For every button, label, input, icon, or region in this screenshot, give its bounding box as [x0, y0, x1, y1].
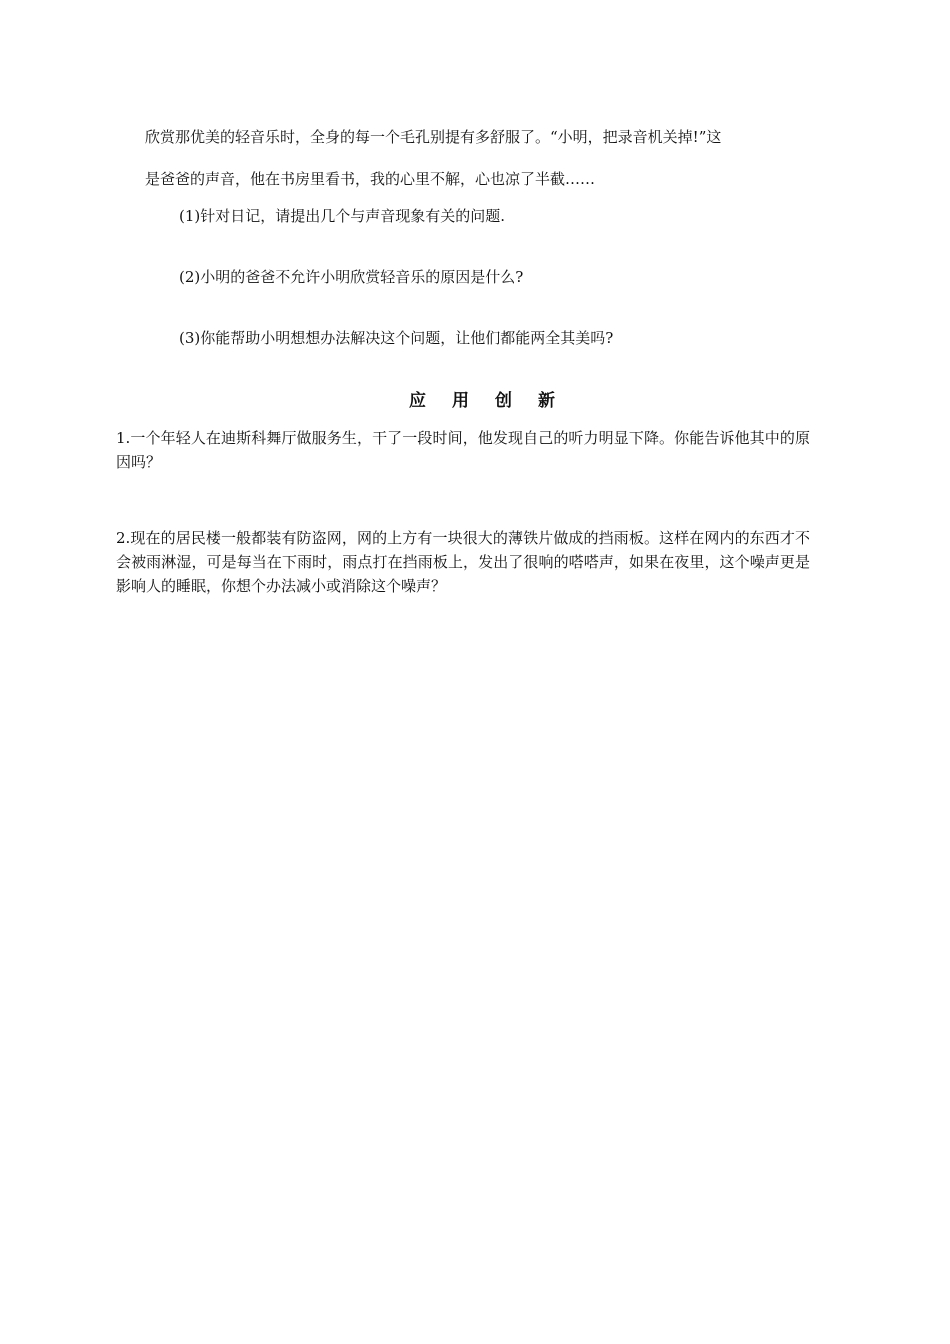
- section-title: 应用创新: [409, 391, 581, 411]
- problem-1: 1.一个年轻人在迪斯科舞厅做服务生，干了一段时间，他发现自己的听力明显下降。你能告诉他其中的原因吗？: [116, 429, 810, 471]
- story-text-line-2: 是爸爸的声音，他在书房里看书，我的心里不解，心也凉了半截……: [145, 170, 596, 188]
- story-text-line-1: 欣赏那优美的轻音乐时，全身的每一个毛孔别提有多舒服了。“小明，把录音机关掉!”这: [145, 128, 722, 146]
- problem-2: 2.现在的居民楼一般都装有防盗网，网的上方有一块很大的薄铁片做成的挡雨板。这样在网内的东西才不会被雨淋湿，可是每当在下雨时，雨点打在挡雨板上，发出了很响的嗒嗒声，如果在夜里，这个噪声更是影响人的睡眠，你想个办法减小或消除这个噪声？: [116, 529, 810, 595]
- question-2: (2)小明的爸爸不允许小明欣赏轻音乐的原因是什么?: [179, 268, 524, 286]
- question-1: (1)针对日记，请提出几个与声音现象有关的问题.: [179, 207, 506, 225]
- question-3: (3)你能帮助小明想想办法解决这个问题，让他们都能两全其美吗?: [179, 329, 614, 347]
